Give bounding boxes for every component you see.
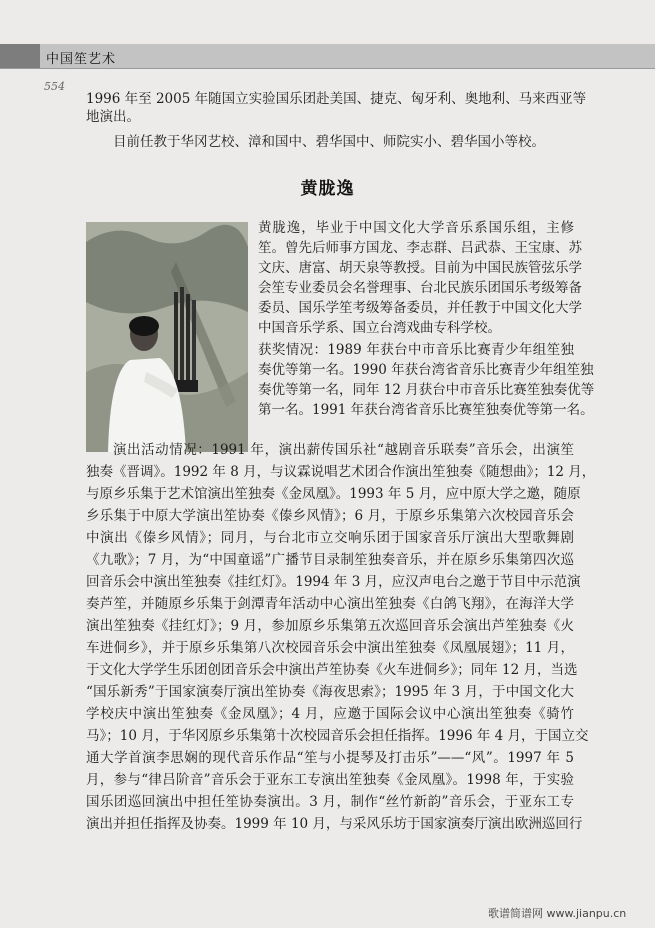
text-line: 中演出《傣乡风情》；同月，与台北市立交响乐团于国家音乐厅演出大型歌舞剧 bbox=[86, 530, 574, 546]
text-line: 笙。曾先后师事方国龙、李志群、吕武恭、王宝康、苏 bbox=[258, 240, 582, 256]
text-line: 独奏《晋调》。1992 年 8 月，与议霖说唱艺术团合作演出笙独奏《随想曲》；12 月， bbox=[86, 464, 596, 480]
portrait-illustration bbox=[86, 222, 248, 452]
text-line: 会笙专业委员会名誉理事、台北民族乐团国乐考级筹备 bbox=[258, 280, 582, 296]
text-line: 第一名。1991 年获台湾省音乐比赛笙独奏优等第一名。 bbox=[258, 402, 594, 418]
text-line: 回音乐会中演出笙独奏《挂红灯》。1994 年 3 月，应汉声电台之邀于节目中示范演 bbox=[86, 574, 581, 590]
text-line: 车进侗乡》，并于原乡乐集第八次校园音乐会中演出笙独奏《凤凰展翅》；11 月， bbox=[86, 640, 574, 656]
text-line: 奏优等第一名，同年 12 月获台中市音乐比赛笙独奏优等 bbox=[258, 382, 595, 398]
text-line: 地演出。 bbox=[86, 109, 140, 125]
header-tab bbox=[0, 44, 40, 68]
text-line: 演出笙独奏《挂红灯》；9 月，参加原乡乐集第五次巡回音乐会演出芦笙独奏《火 bbox=[86, 618, 574, 634]
text-line: 文庆、唐富、胡天泉等教授。目前为中国民族管弦乐学 bbox=[258, 260, 582, 276]
site-watermark: 歌谱简谱网 www.jianpu.cn bbox=[488, 907, 627, 920]
text-line: 委员、国乐学笙考级筹备委员，并任教于中国文化大学 bbox=[258, 300, 582, 316]
text-line: 1996 年至 2005 年随国立实验国乐团赴美国、捷克、匈牙利、奥地利、马来西亚等 bbox=[86, 91, 587, 107]
text-line: “国乐新秀”于国家演奏厅演出笙协奏《海夜思索》；1995 年 3 月，于中国文化大 bbox=[86, 684, 574, 700]
text-line: 马》；10 月，于华冈原乡乐集第十次校园音乐会担任指挥。1996 年 4 月，于国立交 bbox=[86, 728, 589, 744]
text-line: 演出并担任指挥及协奏。1999 年 10 月，与采风乐坊于国家演奏厅演出欧洲巡回行 bbox=[86, 816, 583, 832]
text-line: 于文化大学学生乐团创团音乐会中演出芦笙协奏《火车进侗乡》；同年 12 月，当选 bbox=[86, 662, 578, 678]
text-line: 奏优等第一名。1990 年获台湾省音乐比赛青少年组笙独 bbox=[258, 362, 594, 378]
text-line: 《九歌》；7 月，为“中国童谣”广播节目录制笙独奏音乐，并在原乡乐集第四次巡 bbox=[86, 552, 574, 568]
text-line: 国乐团巡回演出中担任笙协奏演出。3 月，制作“丝竹新韵”音乐会，于亚东工专 bbox=[86, 794, 574, 810]
page-number: 554 bbox=[44, 80, 65, 93]
text-line: 奏芦笙，并随原乡乐集于剑潭青年活动中心演出笙独奏《白鸽飞翔》，在海洋大学 bbox=[86, 596, 574, 612]
portrait-photo bbox=[86, 222, 248, 452]
text-line: 获奖情况：1989 年获台中市音乐比赛青少年组笙独 bbox=[258, 342, 574, 358]
text-line: 学校庆中演出笙独奏《金凤凰》；4 月，应邀于国际会议中心演出笙独奏《骑竹 bbox=[86, 706, 574, 722]
text-line: 中国音乐学系、国立台湾戏曲专科学校。 bbox=[258, 320, 501, 336]
text-line: 目前任教于华冈艺校、漳和国中、碧华国中、师院实小、碧华国小等校。 bbox=[113, 134, 545, 150]
header-rule bbox=[0, 68, 655, 69]
text-line: 演出活动情况：1991 年，演出薪传国乐社“越剧音乐联奏”音乐会，出演笙 bbox=[113, 442, 574, 458]
text-line: 乡乐集于中原大学演出笙协奏《傣乡风情》；6 月，于原乡乐集第六次校园音乐会 bbox=[86, 508, 574, 524]
text-line: 通大学首演李思娴的现代音乐作品“笙与小提琴及打击乐”——“风”。1997 年 5 bbox=[86, 750, 574, 766]
book-title: 中国笙艺术 bbox=[46, 52, 117, 67]
text-line: 月，参与“律吕阶音”音乐会于亚东工专演出笙独奏《金凤凰》。1998 年，于实验 bbox=[86, 772, 574, 788]
text-line: 黄胧逸，毕业于中国文化大学音乐系国乐组，主修 bbox=[258, 220, 574, 236]
text-line: 与原乡乐集于艺术馆演出笙独奏《金凤凰》。1993 年 5 月，应中原大学之邀，随原 bbox=[86, 486, 581, 502]
section-heading: 黄胧逸 bbox=[300, 179, 355, 199]
